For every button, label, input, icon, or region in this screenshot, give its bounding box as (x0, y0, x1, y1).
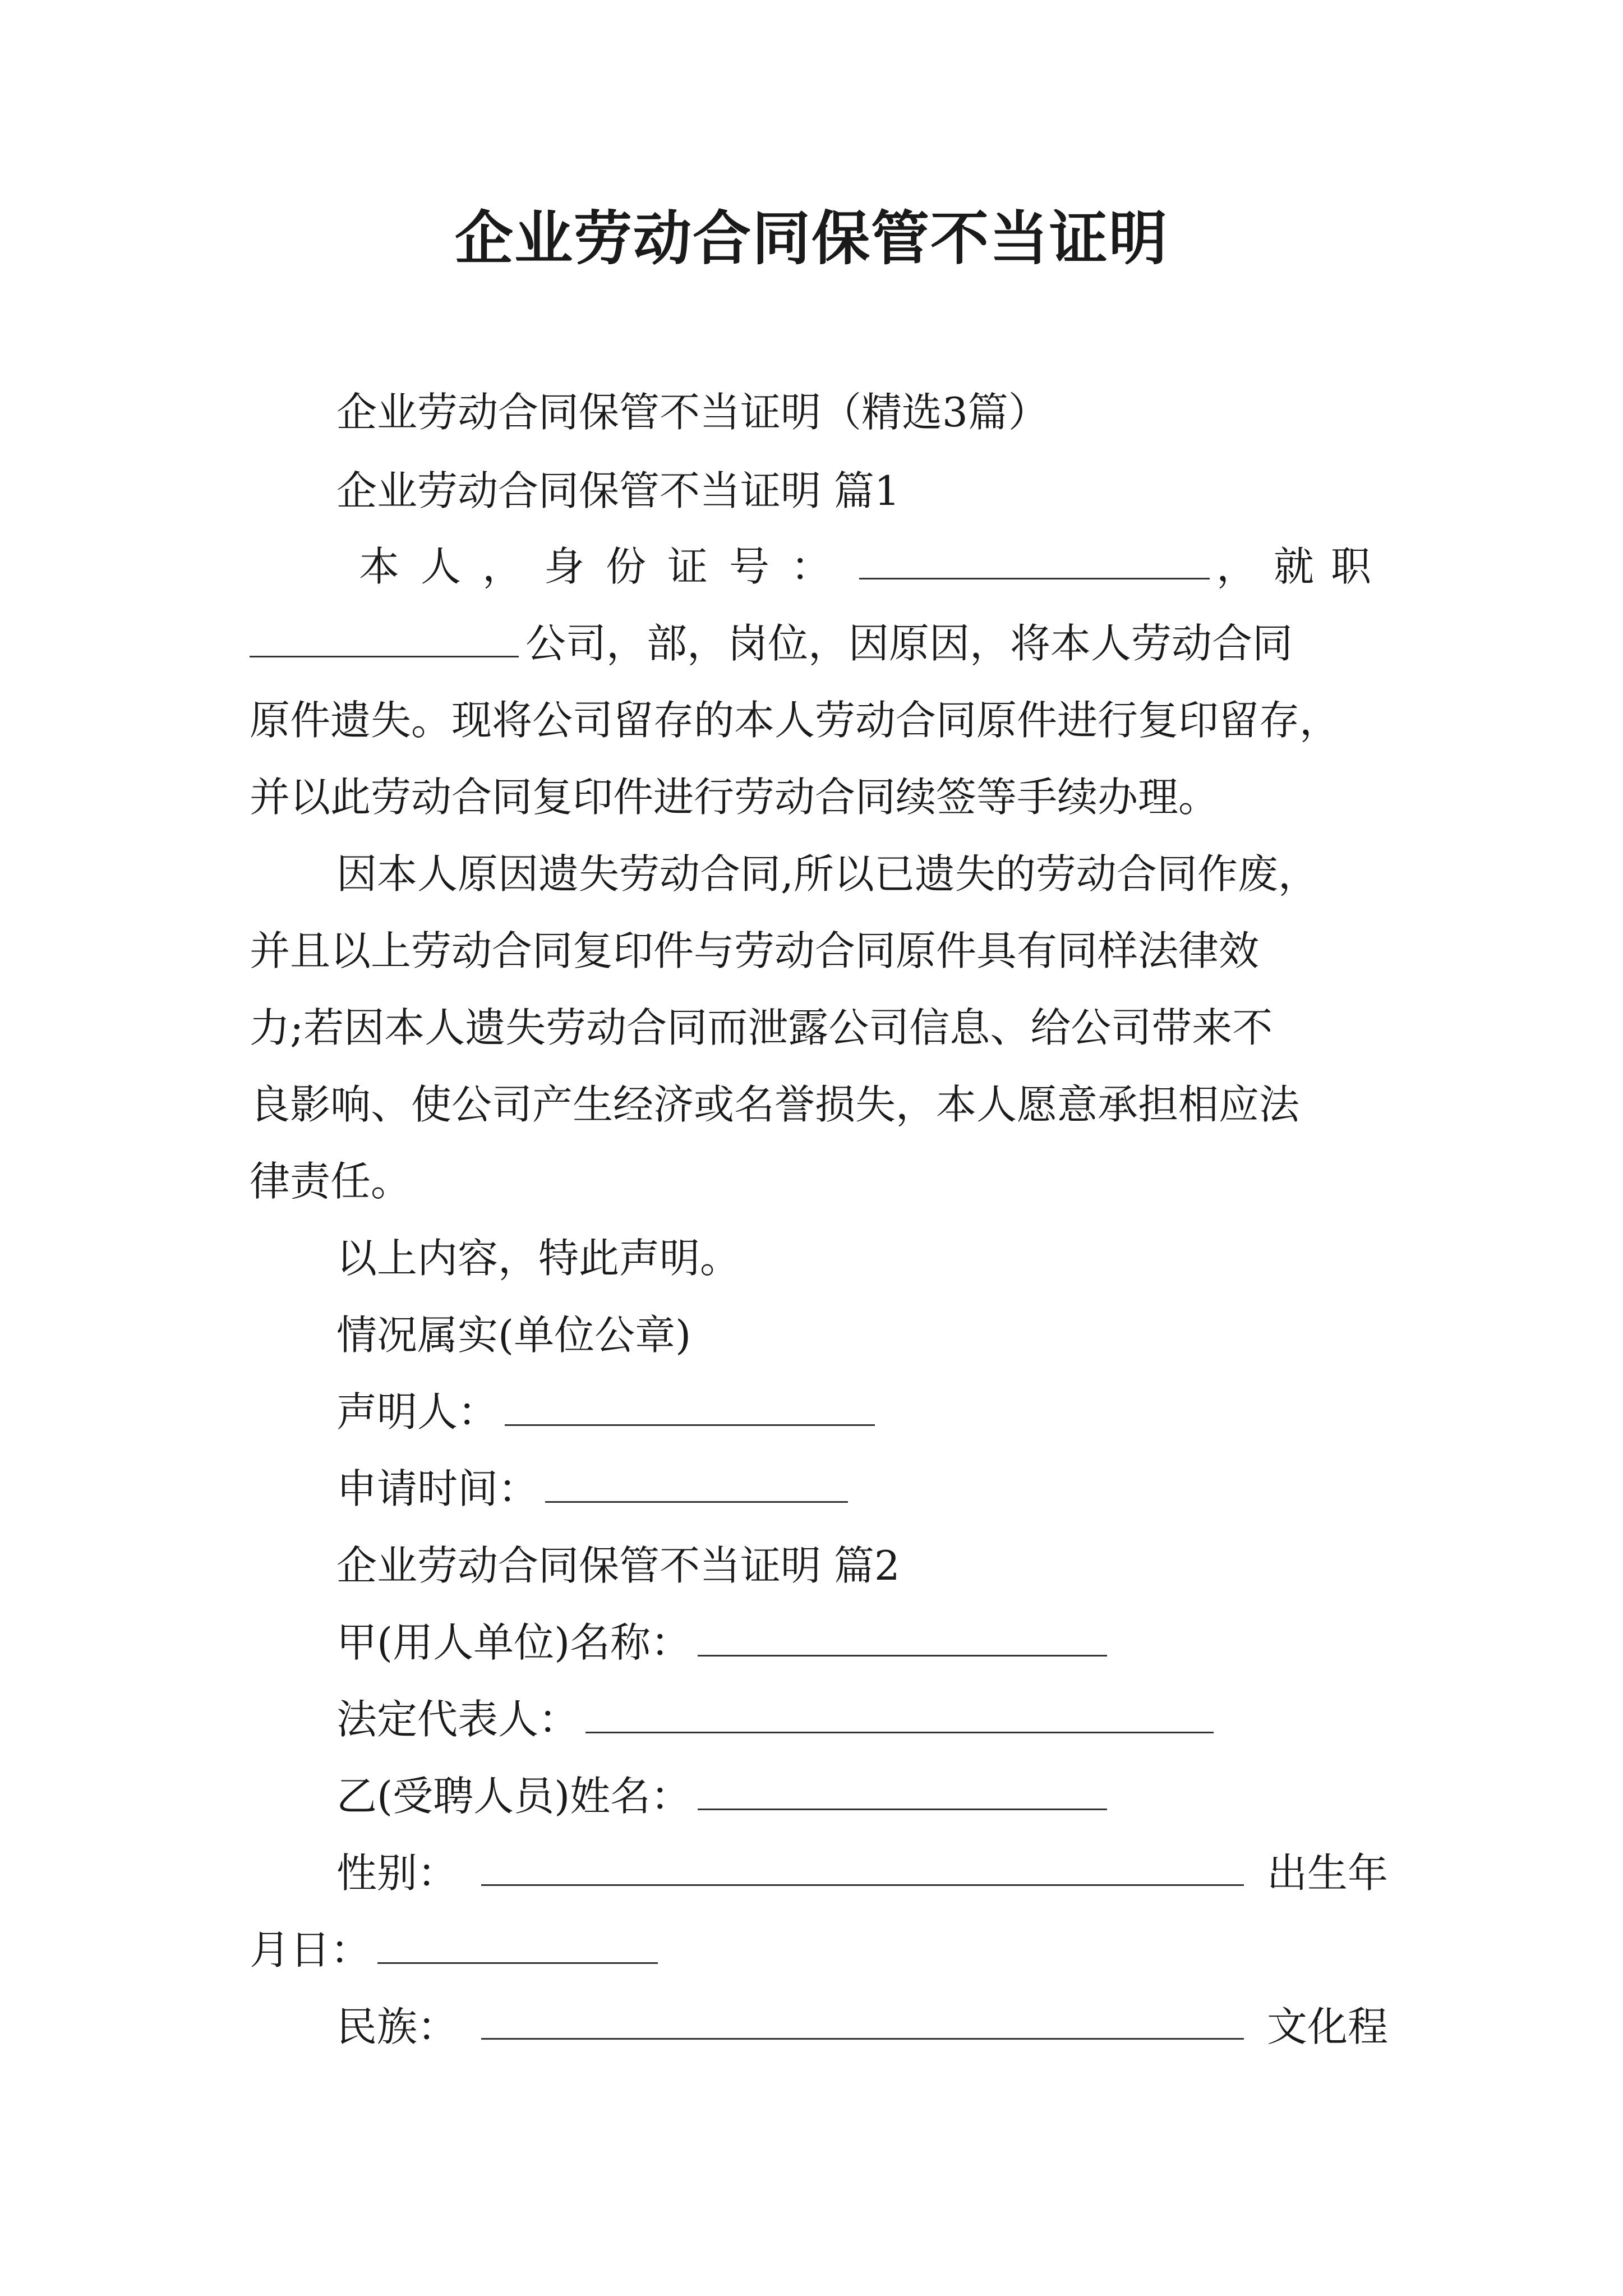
article1-p4: 情况属实(单位公章) (336, 1312, 691, 1359)
employed-label: ，就职 (1216, 543, 1388, 590)
article1-p2-line1: 因本人原因遗失劳动合同,所以已遗失的劳动合同作废， (336, 850, 1318, 898)
education-label-start: 文化程 (1266, 2003, 1388, 2050)
birth-row (250, 1922, 665, 1978)
party-a-row (336, 1614, 1114, 1671)
article1-p1-line1 (359, 539, 1388, 595)
party-a-blank (698, 1616, 1107, 1657)
article1-heading: 企业劳动合同保管不当证明 篇1 (336, 467, 900, 514)
id-number-blank (859, 539, 1210, 579)
document-title: 企业劳动合同保管不当证明 (454, 204, 1168, 273)
article1-p1-line4: 并以此劳动合同复印件进行劳动合同续签等手续办理。 (250, 774, 1219, 821)
ethnicity-row (336, 1999, 1388, 2055)
gender-label: 性别： (336, 1849, 458, 1897)
declarant-label: 声明人： (336, 1388, 499, 1435)
date-row (336, 1461, 855, 1517)
article1-p1-line2 (250, 615, 1293, 671)
article1-p2-line3: 力;若因本人遗失劳动合同而泄露公司信息、给公司带来不 (250, 1004, 1273, 1051)
party-b-row (336, 1768, 1114, 1824)
article1-p2-line2: 并且以上劳动合同复印件与劳动合同原件具有同样法律效 (250, 927, 1260, 974)
document-subtitle: 企业劳动合同保管不当证明（精选3篇） (336, 389, 1049, 436)
party-b-label: 乙(受聘人员)姓名： (336, 1773, 691, 1820)
ethnicity-blank (481, 1999, 1244, 2040)
legal-rep-label: 法定代表人： (336, 1696, 579, 1743)
birth-label-end: 月日： (250, 1926, 371, 1973)
article1-p1-line2-text: 公司，部，岗位，因原因，将本人劳动合同 (525, 620, 1293, 667)
gender-row (336, 1845, 1388, 1901)
date-blank (545, 1462, 848, 1503)
gender-blank (481, 1845, 1244, 1886)
article1-p2-line4: 良影响、使公司产生经济或名誉损失，本人愿意承担相应法 (250, 1081, 1300, 1128)
article1-p2-line5: 律责任。 (250, 1158, 412, 1205)
party-b-blank (698, 1769, 1107, 1810)
birth-blank (377, 1923, 658, 1964)
legal-rep-blank (585, 1692, 1214, 1733)
declarant-row (336, 1384, 882, 1440)
ethnicity-label: 民族： (336, 2003, 458, 2050)
birth-label-start: 出生年 (1266, 1849, 1388, 1897)
date-label: 申请时间： (336, 1465, 539, 1512)
legal-rep-row (336, 1691, 1220, 1747)
article1-p3: 以上内容，特此声明。 (336, 1235, 741, 1282)
article2-heading: 企业劳动合同保管不当证明 篇2 (336, 1542, 900, 1589)
party-a-label: 甲(用人单位)名称： (336, 1619, 691, 1666)
article1-p1-line3: 原件遗失。现将公司留存的本人劳动合同原件进行复印留存， (250, 697, 1340, 744)
id-label: 本人，身份证号： (359, 543, 853, 590)
declarant-blank (505, 1385, 875, 1426)
company-blank (250, 616, 519, 657)
